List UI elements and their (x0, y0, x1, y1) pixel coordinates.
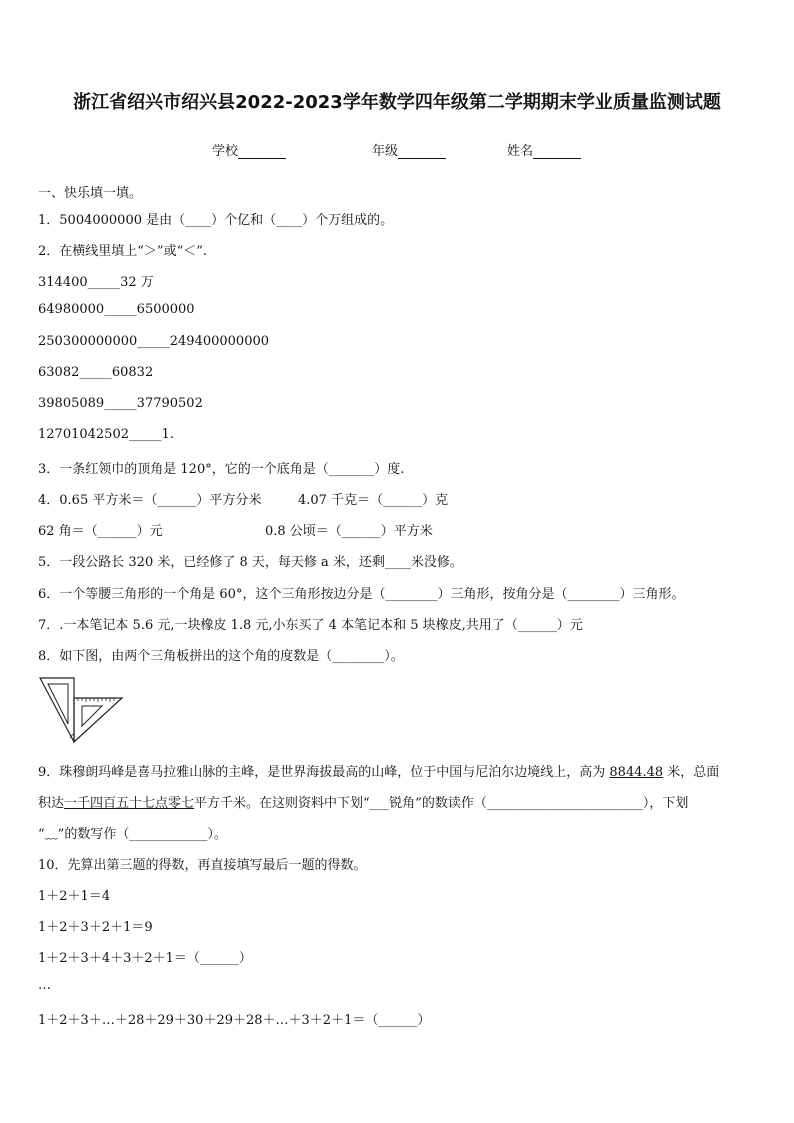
q9-text: ”的数写作（____________）。 (57, 827, 227, 842)
question-4d: 0.8 公顷＝（______）平方米 (265, 524, 433, 539)
q2-item: 12701042502_____1. (38, 427, 174, 442)
q10-line: 1＋2＋3＋…＋28＋29＋30＋29＋28＋…＋3＋2＋1＝（______） (38, 1013, 431, 1028)
school-field (212, 140, 286, 159)
page-title: 浙江省绍兴市绍兴县2022-2023学年数学四年级第二学期期末学业质量监测试题 (73, 92, 721, 113)
q2-item: 39805089_____37790502 (38, 396, 203, 411)
question-6: 6．一个等腰三角形的一个角是 60°，这个三角形按边分是（________）三角形，按角分是（________）三角形。 (38, 587, 685, 602)
question-4c: 62 角＝（______）元 (38, 524, 163, 539)
question-4a: 4．0.65 平方米＝（______）平方分米 (38, 493, 262, 508)
q2-item: 314400_____32 万 (38, 275, 154, 290)
q9-text: 平方千米。在这则资料中下划“___锐角”的数读作（________________________），下划 (194, 796, 689, 811)
question-4b: 4.07 千克＝（______）克 (298, 493, 449, 508)
question-1: 1．5004000000 是由（____）个亿和（____）个万组成的。 (38, 213, 394, 228)
name-blank[interactable] (533, 144, 581, 159)
question-7: 7．.一本笔记本 5.6 元,一块橡皮 1.8 元,小东买了 4 本笔记本和 5 块橡皮,共用了（______）元 (38, 618, 583, 633)
q9-text: “ (38, 827, 45, 842)
q9-text: 9．珠穆朗玛峰是喜马拉雅山脉的主峰，是世界海拔最高的山峰，位于中国与尼泊尔边境线上，高为 (38, 765, 610, 780)
q9-area-words: 一千四百五十七点零七 (64, 796, 195, 811)
question-9-line1 (38, 761, 719, 780)
school-blank[interactable] (238, 144, 286, 159)
triangle-rulers-figure (38, 676, 126, 748)
question-2: 2．在横线里填上“＞”或“＜”. (38, 244, 207, 259)
q2-item: 63082_____60832 (38, 365, 154, 380)
grade-field (372, 140, 446, 159)
q2-item: 250300000000_____249400000000 (38, 334, 270, 349)
q2-item: 64980000_____6500000 (38, 302, 195, 317)
grade-blank[interactable] (398, 144, 446, 159)
question-8: 8．如下图，由两个三角板拼出的这个角的度数是（________）。 (38, 649, 404, 664)
grade-label: 年级 (372, 144, 399, 159)
question-10: 10．先算出第三题的得数，再直接填写最后一题的得数。 (38, 858, 367, 873)
question-5: 5．一段公路长 320 米，已经修了 8 天，每天修 a 米，还剩____米没修。 (38, 555, 463, 570)
q10-ellipsis: … (38, 978, 51, 993)
q10-line: 1＋2＋3＋2＋1＝9 (38, 920, 153, 935)
question-9-line3 (38, 823, 227, 842)
name-field (507, 140, 581, 159)
question-9-line2 (38, 792, 688, 811)
wavy-underline-mark: ﹏ (44, 827, 58, 842)
school-label: 学校 (212, 144, 239, 159)
question-3: 3．一条红领巾的顶角是 120°，它的一个底角是（_______）度. (38, 462, 405, 477)
q10-line: 1＋2＋3＋4＋3＋2＋1＝（______） (38, 951, 252, 966)
section-heading: 一、快乐填一填。 (38, 186, 143, 201)
name-label: 姓名 (507, 144, 534, 159)
q10-line: 1＋2＋1＝4 (38, 889, 111, 904)
q9-text: 米，总面 (663, 765, 720, 780)
q9-height-value: 8844.48 (609, 765, 664, 780)
q9-text: 积达 (38, 796, 65, 811)
